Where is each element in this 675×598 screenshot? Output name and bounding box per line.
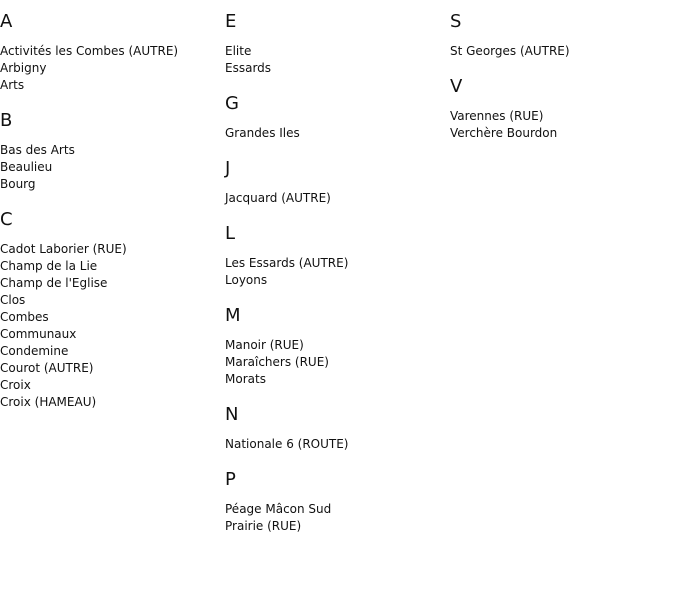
letter-heading: G bbox=[225, 93, 239, 114]
street-link[interactable]: Croix bbox=[0, 378, 31, 392]
letter-group bbox=[0, 207, 225, 411]
street-link[interactable]: Manoir (RUE) bbox=[225, 338, 304, 352]
letter-group bbox=[225, 91, 450, 142]
street-link[interactable]: Varennes (RUE) bbox=[450, 109, 544, 123]
letter-heading: L bbox=[225, 223, 236, 244]
street-list bbox=[225, 43, 450, 77]
street-link[interactable]: Champ de l'Eglise bbox=[0, 276, 108, 290]
street-link[interactable]: Bas des Arts bbox=[0, 143, 75, 157]
letter-group bbox=[225, 221, 450, 289]
street-link[interactable]: Les Essards (AUTRE) bbox=[225, 256, 349, 270]
street-list bbox=[450, 43, 675, 60]
street-link[interactable]: Arts bbox=[0, 78, 25, 92]
letter-group bbox=[0, 9, 225, 94]
letter-heading: C bbox=[0, 209, 13, 230]
street-list bbox=[0, 241, 225, 411]
letter-heading: N bbox=[225, 404, 239, 425]
letter-heading: A bbox=[0, 11, 13, 32]
street-link[interactable]: Maraîchers (RUE) bbox=[225, 355, 329, 369]
street-list bbox=[225, 255, 450, 289]
street-list bbox=[225, 190, 450, 207]
street-link[interactable]: Verchère Bourdon bbox=[450, 126, 558, 140]
street-link[interactable]: Morats bbox=[225, 372, 266, 386]
street-link[interactable]: Croix (HAMEAU) bbox=[0, 395, 97, 409]
street-link[interactable]: Courot (AUTRE) bbox=[0, 361, 94, 375]
street-list bbox=[225, 337, 450, 388]
letter-group bbox=[0, 108, 225, 193]
street-link[interactable]: Condemine bbox=[0, 344, 69, 358]
street-link[interactable]: Beaulieu bbox=[0, 160, 53, 174]
letter-group bbox=[225, 156, 450, 207]
index-column-3 bbox=[450, 9, 675, 156]
street-list bbox=[0, 43, 225, 94]
street-link[interactable]: St Georges (AUTRE) bbox=[450, 44, 570, 58]
letter-group bbox=[225, 9, 450, 77]
street-link[interactable]: Jacquard (AUTRE) bbox=[225, 191, 331, 205]
street-list bbox=[225, 436, 450, 453]
street-link[interactable]: Cadot Laborier (RUE) bbox=[0, 242, 127, 256]
street-link[interactable]: Activités les Combes (AUTRE) bbox=[0, 44, 179, 58]
street-link[interactable]: Communaux bbox=[0, 327, 77, 341]
street-list bbox=[450, 108, 675, 142]
letter-group bbox=[450, 74, 675, 142]
letter-group bbox=[225, 303, 450, 388]
letter-group bbox=[225, 467, 450, 535]
street-link[interactable]: Bourg bbox=[0, 177, 36, 191]
street-list bbox=[0, 142, 225, 193]
letter-heading: V bbox=[450, 76, 463, 97]
street-link[interactable]: Combes bbox=[0, 310, 49, 324]
letter-heading: J bbox=[225, 158, 231, 179]
street-link[interactable]: Clos bbox=[0, 293, 26, 307]
street-list bbox=[225, 125, 450, 142]
street-link[interactable]: Péage Mâcon Sud bbox=[225, 502, 332, 516]
letter-group bbox=[450, 9, 675, 60]
street-list bbox=[225, 501, 450, 535]
letter-heading: S bbox=[450, 11, 462, 32]
street-link[interactable]: Loyons bbox=[225, 273, 268, 287]
index-column-1 bbox=[0, 9, 225, 425]
letter-group bbox=[225, 402, 450, 453]
street-link[interactable]: Nationale 6 (ROUTE) bbox=[225, 437, 349, 451]
letter-heading: P bbox=[225, 469, 236, 490]
street-link[interactable]: Essards bbox=[225, 61, 272, 75]
street-link[interactable]: Prairie (RUE) bbox=[225, 519, 302, 533]
street-link[interactable]: Grandes Iles bbox=[225, 126, 300, 140]
letter-heading: M bbox=[225, 305, 241, 326]
street-link[interactable]: Elite bbox=[225, 44, 252, 58]
letter-heading: E bbox=[225, 11, 237, 32]
index-column-2 bbox=[225, 9, 450, 549]
street-link[interactable]: Champ de la Lie bbox=[0, 259, 98, 273]
street-link[interactable]: Arbigny bbox=[0, 61, 47, 75]
letter-heading: B bbox=[0, 110, 13, 131]
